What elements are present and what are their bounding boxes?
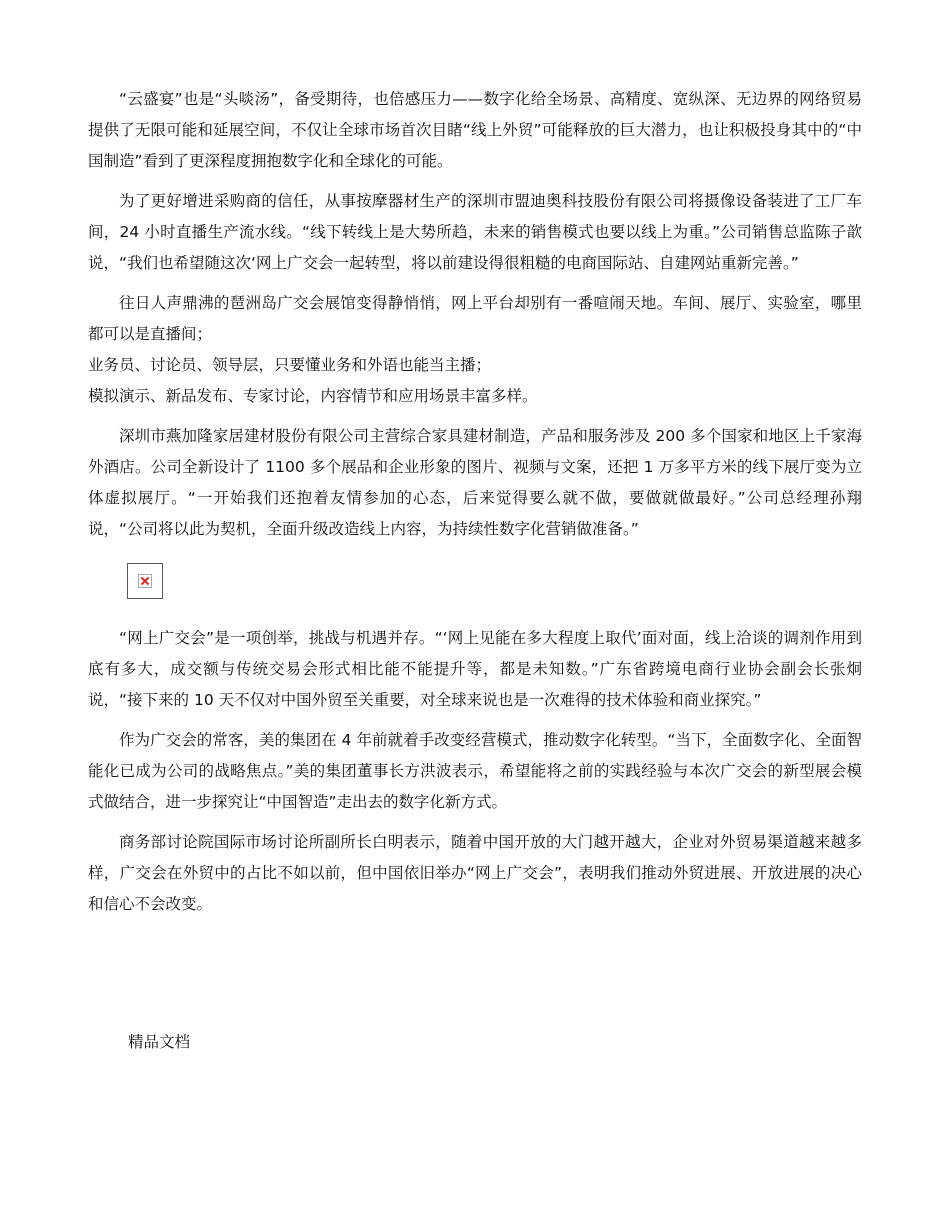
footer-label: 精品文档 <box>128 1033 191 1051</box>
broken-image-icon <box>138 574 152 588</box>
paragraph-4: 深圳市燕加隆家居建材股份有限公司主营综合家具建材制造，产品和服务涉及 200 多个国家和地区上千家海外酒店。公司全新设计了 1100 多个展品和企业形象的图片、视频与文案，还把 1 万多平方米的线下展厅变为立体虚拟展厅。“一开始我们还抱着友情参加的心态，后来觉得要么就不做，要做就做最好。”公司总经理孙翔说，“公司将以此为契机，全面升级改造线上内容，为持续性数字化营销做准备。” <box>88 427 862 538</box>
paragraph-3-line-2: 业务员、讨论员、领导层，只要懂业务和外语也能当主播； <box>88 356 492 374</box>
paragraph-1: “云盛宴”也是“头啖汤”，备受期待，也倍感压力——数字化给全场景、高精度、宽纵深、无边界的网络贸易提供了无限可能和延展空间，不仅让全球市场首次目睹“线上外贸”可能释放的巨大潜力，也让积极投身其中的“中国制造”看到了更深程度拥抱数字化和全球化的可能。 <box>88 90 862 170</box>
document-body <box>88 84 862 929</box>
paragraph-3-line-1: 往日人声鼎沸的琶洲岛广交会展馆变得静悄悄，网上平台却别有一番喧闹天地。车间、展厅、实验室，哪里都可以是直播间； <box>88 294 862 343</box>
paragraph-6: 作为广交会的常客，美的集团在 4 年前就着手改变经营模式，推动数字化转型。“当下，全面数字化、全面智能化已成为公司的战略焦点。”美的集团董事长方洪波表示，希望能将之前的实践经验与本次广交会的新型展会模式做结合，进一步探究让“中国智造”走出去的数字化新方式。 <box>88 731 862 811</box>
paragraph-5: “网上广交会”是一项创举，挑战与机遇并存。“‘网上见能在多大程度上取代’面对面，线上洽谈的调剂作用到底有多大，成交额与传统交易会形式相比能不能提升等，都是未知数。”广东省跨境电商行业协会副会长张炯说，“接下来的 10 天不仅对中国外贸至关重要，对全球来说也是一次难得的技术体验和商业探究。” <box>88 629 862 709</box>
broken-image-placeholder <box>127 563 163 599</box>
paragraph-7: 商务部讨论院国际市场讨论所副所长白明表示，随着中国开放的大门越开越大，企业对外贸易渠道越来越多样，广交会在外贸中的占比不如以前，但中国依旧举办“网上广交会”，表明我们推动外贸进展、开放进展的决心和信心不会改变。 <box>88 833 862 913</box>
paragraph-3-line-3: 模拟演示、新品发布、专家讨论，内容情节和应用场景丰富多样。 <box>88 387 538 405</box>
paragraph-2: 为了更好增进采购商的信任，从事按摩器材生产的深圳市盟迪奥科技股份有限公司将摄像设备装进了工厂车间，24 小时直播生产流水线。“线下转线上是大势所趋，未来的销售模式也要以线上为重。”公司销售总监陈子歆说，“我们也希望随这次‘网上广交会一起转型，将以前建设得很粗糙的电商国际站、自建网站重新完善。” <box>88 192 862 272</box>
paragraph-3 <box>88 288 862 412</box>
